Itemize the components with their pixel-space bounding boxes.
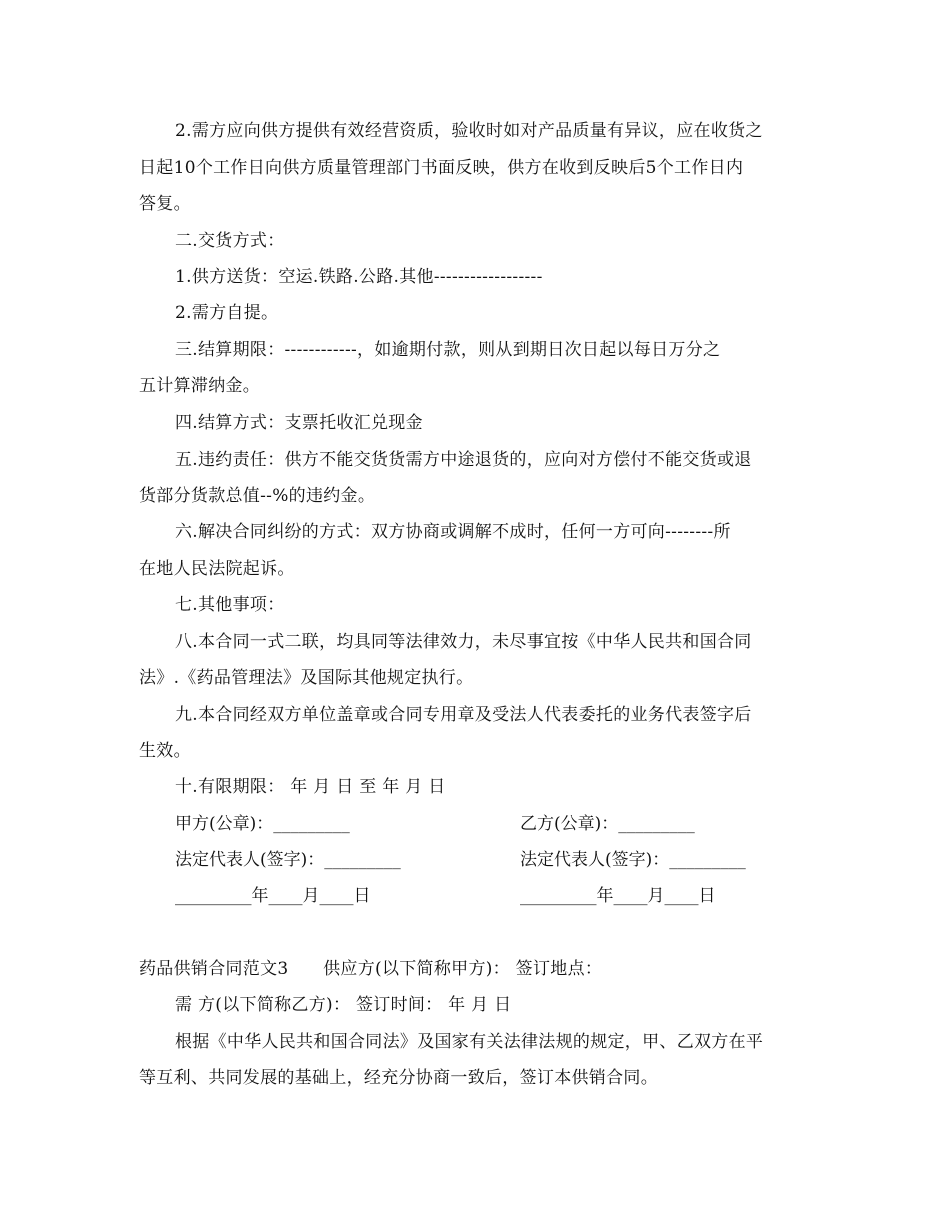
effect-line-1: 九.本合同经双方单位盖章或合同专用章及受法人代表委托的业务代表签字后 bbox=[175, 705, 752, 725]
dispute-line-2: 在地人民法院起诉。 bbox=[139, 559, 295, 579]
section3-buyer: 需 方(以下简称乙方)： 签订时间： 年 月 日 bbox=[175, 995, 512, 1015]
settlement-method: 四.结算方式：支票托收汇兑现金 bbox=[175, 413, 423, 433]
section3-intro-line-1: 根据《中华人民共和国合同法》及国家有关法律法规的规定，甲、乙双方在平 bbox=[175, 1032, 764, 1052]
validity-period: 十.有限期限： 年 月 日 至 年 月 日 bbox=[175, 777, 446, 797]
settlement-term-line-1: 三.结算期限：------------，如逾期付款，则从到期日次日起以每日万分之 bbox=[175, 340, 721, 360]
settlement-term-line-2: 五计算滞纳金。 bbox=[139, 376, 261, 396]
clause-2-line-2: 日起10个工作日向供方质量管理部门书面反映，供方在收到反映后5个工作日内 bbox=[139, 158, 744, 178]
effect-line-2: 生效。 bbox=[139, 741, 191, 761]
dispute-line-1: 六.解决合同纠纷的方式：双方协商或调解不成时，任何一方可向--------所 bbox=[175, 522, 731, 542]
other-matters: 七.其他事项： bbox=[175, 595, 285, 615]
clause-2-line-3: 答复。 bbox=[139, 194, 191, 214]
party-b-date: _________年____月____日 bbox=[520, 886, 716, 906]
party-b-seal: 乙方(公章)：_________ bbox=[520, 814, 695, 834]
copies-line-1: 八.本合同一式二联，均具同等法律效力，未尽事宜按《中华人民共和国合同 bbox=[175, 632, 752, 652]
liability-line-1: 五.违约责任：供方不能交货货需方中途退货的，应向对方偿付不能交货或退 bbox=[175, 450, 752, 470]
liability-line-2: 货部分货款总值--%的违约金。 bbox=[139, 486, 376, 506]
party-a-representative: 法定代表人(签字)：_________ bbox=[175, 850, 401, 870]
party-a-seal: 甲方(公章)：_________ bbox=[175, 814, 350, 834]
section3-heading: 药品供销合同范文3 供应方(以下简称甲方)： 签订地点： bbox=[139, 959, 603, 979]
party-b-representative: 法定代表人(签字)：_________ bbox=[520, 850, 746, 870]
copies-line-2: 法》.《药品管理法》及国际其他规定执行。 bbox=[139, 668, 474, 688]
section3-intro-line-2: 等互利、共同发展的基础上，经充分协商一致后，签订本供销合同。 bbox=[139, 1068, 658, 1088]
delivery-heading: 二.交货方式： bbox=[175, 231, 285, 251]
delivery-option-2: 2.需方自提。 bbox=[175, 303, 279, 323]
party-a-date: _________年____月____日 bbox=[175, 886, 371, 906]
clause-2-line-1: 2.需方应向供方提供有效经营资质，验收时如对产品质量有异议，应在收货之 bbox=[175, 121, 763, 141]
delivery-option-1: 1.供方送货：空运.铁路.公路.其他------------------ bbox=[175, 267, 543, 287]
